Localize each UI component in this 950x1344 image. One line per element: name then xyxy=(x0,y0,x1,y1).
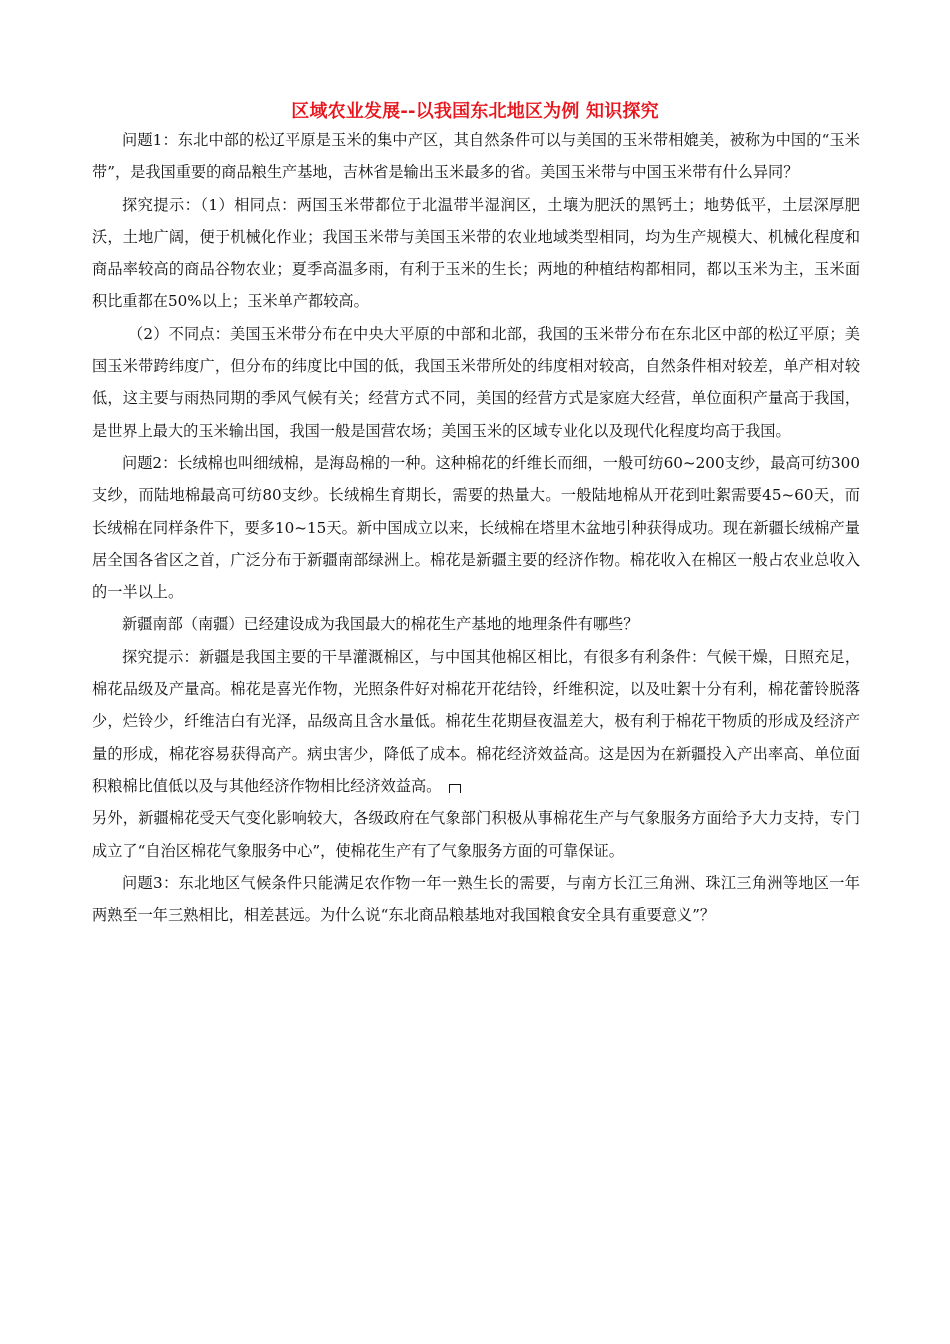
paragraph-question-2: 问题2：长绒棉也叫细绒棉，是海岛棉的一种。这种棉花的纤维长而细，一般可纺60~200支纱，最高可纺300支纱，而陆地棉最高可纺80支纱。长绒棉生育期长，需要的热量大。一般陆地棉从开花到吐絮需要45~60天，而长绒棉在同样条件下，要多10~15天。新中国成立以来，长绒棉在塔里木盆地引种获得成功。现在新疆长绒棉产量居全国各省区之首，广泛分布于新疆南部绿洲上。棉花是新疆主要的经济作物。棉花收入在棉区一般占农业总收入的一半以上。 xyxy=(92,453,860,602)
document-title: 区域农业发展--以我国东北地区为例 知识探究 xyxy=(291,101,659,122)
bracket-mark-icon xyxy=(449,784,461,793)
paragraph-hint-2-text: 探究提示：新疆是我国主要的干旱灌溉棉区，与中国其他棉区相比，有很多有利条件：气候干燥，日照充足，棉花品级及产量高。棉花是喜光作物，光照条件好对棉花开花结铃，纤维积淀，以及吐絮十分有利，棉花蕾铃脱落少，烂铃少，纤维洁白有光泽，品级高且含水量低。棉花生花期昼夜温差大，极有利于棉花干物质的形成及经济产量的形成，棉花容易获得高产。病虫害少，降低了成本。棉花经济效益高。这是因为在新疆投入产出率高、单位面积粮棉比值低以及与其他经济作物相比经济效益高。 xyxy=(92,647,860,795)
paragraph-hint-2-addendum: 另外，新疆棉花受天气变化影响较大，各级政府在气象部门积极从事棉花生产与气象服务方面给予大力支持，专门成立了“自治区棉花气象服务中心”，使棉花生产有了气象服务方面的可靠保证。 xyxy=(92,809,860,860)
paragraph-hint-1-similarities: 探究提示：（1）相同点：两国玉米带都位于北温带半湿润区，土壤为肥沃的黑钙土；地势低平，土层深厚肥沃，土地广阔，便于机械化作业；我国玉米带与美国玉米带的农业地域类型相同，均为生产规模大、机械化程度和商品率较高的商品谷物农业；夏季高温多雨，有利于玉米的生长；两地的种植结构都相同，都以玉米为主，玉米面积比重都在50%以上；玉米单产都较高。 xyxy=(92,195,860,311)
paragraph-question-3: 问题3：东北地区气候条件只能满足农作物一年一熟生长的需要，与南方长江三角洲、珠江三角洲等地区一年两熟至一年三熟相比，相差甚远。为什么说“东北商品粮基地对我国粮食安全具有重要意义”？ xyxy=(92,873,860,925)
document-body xyxy=(92,124,860,931)
paragraph-question-1: 问题1：东北中部的松辽平原是玉米的集中产区，其自然条件可以与美国的玉米带相媲美，被称为中国的“玉米带”，是我国重要的商品粮生产基地，吉林省是输出玉米最多的省。美国玉米带与中国玉米带有什么异同？ xyxy=(92,131,860,182)
paragraph-hint-2 xyxy=(92,641,860,802)
paragraph-hint-1-differences: （2）不同点：美国玉米带分布在中央大平原的中部和北部，我国的玉米带分布在东北区中部的松辽平原；美国玉米带跨纬度广，但分布的纬度比中国的低，我国玉米带所处的纬度相对较高，自然条件相对较差，单产相对较低，这主要与雨热同期的季风气候有关；经营方式不同，美国的经营方式是家庭大经营，单位面积产量高于我国，是世界上最大的玉米输出国，我国一般是国营农场；美国玉米的区域专业化以及现代化程度均高于我国。 xyxy=(92,324,860,440)
paragraph-question-2-prompt: 新疆南部（南疆）已经建设成为我国最大的棉花生产基地的地理条件有哪些？ xyxy=(122,615,639,634)
